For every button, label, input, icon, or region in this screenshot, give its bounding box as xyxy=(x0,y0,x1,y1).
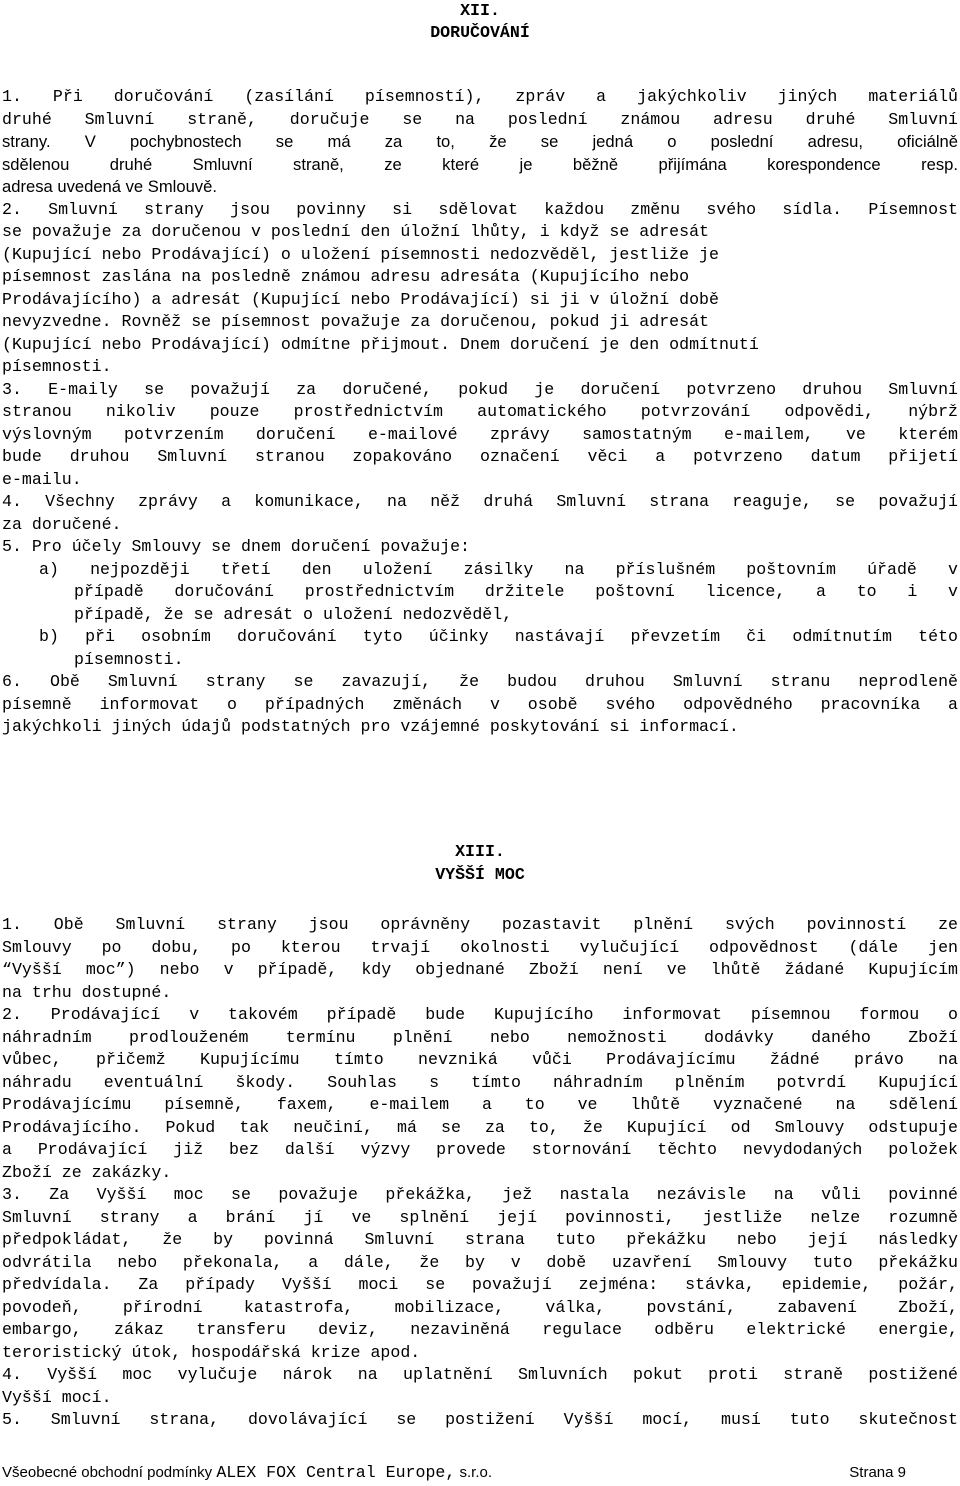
text-line: Prodávajícího) a adresát (Kupující nebo Prodávající) si ji v úložní době xyxy=(2,289,719,309)
section-heading: DORUČOVÁNÍ xyxy=(430,23,530,42)
text-line: e-mailu. xyxy=(2,469,82,489)
text-line: předvídala. Za případy Vyšší moci se považují zejména: stávka, epidemie, požár, xyxy=(2,1275,958,1294)
text-line: 3. E-maily se považují za doručené, pokud je doručení potvrzeno druhou Smluvní xyxy=(2,379,958,399)
text-line: 4. Všechny zprávy a komunikace, na něž druhá Smluvní strana reaguje, se považují xyxy=(2,492,958,511)
text-line: písemnosti. xyxy=(74,649,184,669)
text-line: adresa uvedená ve Smlouvě. xyxy=(2,177,217,196)
text-line: se považuje za doručenou v poslední den úložní lhůty, i když se adresát xyxy=(2,222,710,241)
text-line: písemně informovat o případných změnách v osobě svého odpovědného pracovníka a xyxy=(2,694,958,714)
footer-suffix: s.r.o. xyxy=(455,1464,493,1481)
page-footer xyxy=(2,1462,958,1484)
text-line: Prodávajícímu písemně, faxem, e-mailem a to ve lhůtě vyznačené na sdělení xyxy=(2,1095,958,1114)
page-number-value: 9 xyxy=(897,1464,906,1481)
text-line: a Prodávající již bez další výzvy provede stornování těchto nevydodaných položek xyxy=(2,1140,958,1159)
text-line: (Kupující nebo Prodávající) o uložení písemnosti nedozvěděl, jestliže je xyxy=(2,244,719,264)
text-line: 2. Smluvní strany jsou povinny si sdělovat každou změnu svého sídla. Písemnost xyxy=(2,199,958,219)
text-line: strany. V pochybnostech se má za to, že se jedná o poslední adresu, oficiálně xyxy=(2,132,958,151)
text-line: Prodávajícího. Pokud tak neučiní, má se za to, že Kupující od Smlouvy odstupuje xyxy=(2,1117,958,1137)
text-line: druhé Smluvní straně, doručuje se na poslední známou adresu druhé Smluvní xyxy=(2,109,958,129)
section-heading: VYŠŠÍ MOC xyxy=(435,865,525,884)
text-line: náhradním prodlouženém termínu plnění nebo nemožnosti dodávky daného Zboží xyxy=(2,1027,958,1047)
page-label: Strana xyxy=(849,1464,894,1481)
text-line: 4. Vyšší moc vylučuje nárok na uplatnění Smluvních pokut proti straně postižené xyxy=(2,1365,958,1384)
text-line: a) nejpozději třetí den uložení zásilky na příslušném poštovním úřadě v xyxy=(39,559,958,579)
text-line: případě doručování prostřednictvím držitele poštovní licence, a to i v xyxy=(74,582,958,601)
text-line: Smluvní strany a brání jí ve splnění její povinnosti, jestliže nelze rozumně xyxy=(2,1207,958,1227)
text-line: 3. Za Vyšší moc se považuje překážka, jež nastala nezávisle na vůli povinné xyxy=(2,1185,958,1204)
text-line: případě, že se adresát o uložení nedozvěděl, xyxy=(74,604,513,624)
text-line: sdělenou druhé Smluvní straně, ze které je běžně přijímána korespondence resp. xyxy=(2,154,958,174)
footer-title: Všeobecné obchodní podmínky xyxy=(2,1464,217,1481)
text-line: písemnosti. xyxy=(2,357,112,376)
text-line: odvrátila nebo překonala, a dále, že by v době uzavření Smlouvy tuto překážku xyxy=(2,1252,958,1272)
text-line: 5. Pro účely Smlouvy se dnem doručení považuje: xyxy=(2,537,471,556)
text-line: za doručené. xyxy=(2,514,122,534)
text-line: stranou nikoliv pouze prostřednictvím automatického potvrzování odpovědi, nýbrž xyxy=(2,402,958,421)
text-line: předpokládat, že by povinná Smluvní strana tuto překážku nebo její následky xyxy=(2,1230,958,1249)
text-line: 6. Obě Smluvní strany se zavazují, že budou druhou Smluvní stranu neprodleně xyxy=(2,672,958,691)
text-line: (Kupující nebo Prodávající) odmítne přijmout. Dnem doručení je den odmítnutí xyxy=(2,334,759,354)
text-line: Smlouvy po dobu, po kterou trvají okolnosti vylučující odpovědnost (dále jen xyxy=(2,937,958,957)
text-line: výslovným potvrzením doručení e-mailové zprávy samostatným e-mailem, ve kterém xyxy=(2,424,958,444)
page-number xyxy=(849,1462,906,1484)
section-number: XII. xyxy=(460,1,500,20)
text-line: jakýchkoli jiných údajů podstatných pro vzájemné poskytování si informací. xyxy=(2,717,739,736)
text-line: teroristický útok, hospodářská krize apod. xyxy=(2,1342,421,1362)
text-line: na trhu dostupné. xyxy=(2,982,172,1002)
text-line: bude druhou Smluvní stranou zopakováno označení věci a potvrzeno datum přijetí xyxy=(2,447,958,466)
text-line: Zboží ze zakázky. xyxy=(2,1162,172,1182)
text-line: náhradu eventuální škody. Souhlas s tímto náhradním plněním potvrdí Kupující xyxy=(2,1072,958,1092)
text-line: nevyzvedne. Rovněž se písemnost považuje za doručenou, pokud ji adresát xyxy=(2,312,710,331)
text-line: Vyšší mocí. xyxy=(2,1387,112,1407)
footer-company: ALEX FOX Central Europe, xyxy=(216,1463,456,1482)
text-line: 1. Obě Smluvní strany jsou oprávněny pozastavit plnění svých povinností ze xyxy=(2,915,958,934)
text-line: vůbec, přičemž Kupujícímu tímto nevzniká vůči Prodávajícímu žádné právo na xyxy=(2,1050,958,1069)
text-line: 1. Při doručování (zasílání písemností), zpráv a jakýchkoliv jiných materiálů xyxy=(2,87,958,106)
text-line: povodeň, přírodní katastrofa, mobilizace, válka, povstání, zabavení Zboží, xyxy=(2,1297,958,1317)
text-line: 2. Prodávající v takovém případě bude Kupujícího informovat písemnou formou o xyxy=(2,1005,958,1024)
text-line: 5. Smluvní strana, dovolávající se postižení Vyšší mocí, musí tuto skutečnost xyxy=(2,1410,958,1429)
text-line: b) při osobním doručování tyto účinky nastávají převzetím či odmítnutím této xyxy=(39,627,958,646)
text-line: písemnost zaslána na posledně známou adresu adresáta (Kupujícího nebo xyxy=(2,267,690,286)
section-number: XIII. xyxy=(455,842,505,861)
text-line: embargo, zákaz transferu deviz, nezaviněná regulace odběru elektrické energie, xyxy=(2,1320,958,1339)
text-line: “Vyšší moc”) nebo v případě, kdy objednané Zboží není ve lhůtě žádané Kupujícím xyxy=(2,960,958,979)
